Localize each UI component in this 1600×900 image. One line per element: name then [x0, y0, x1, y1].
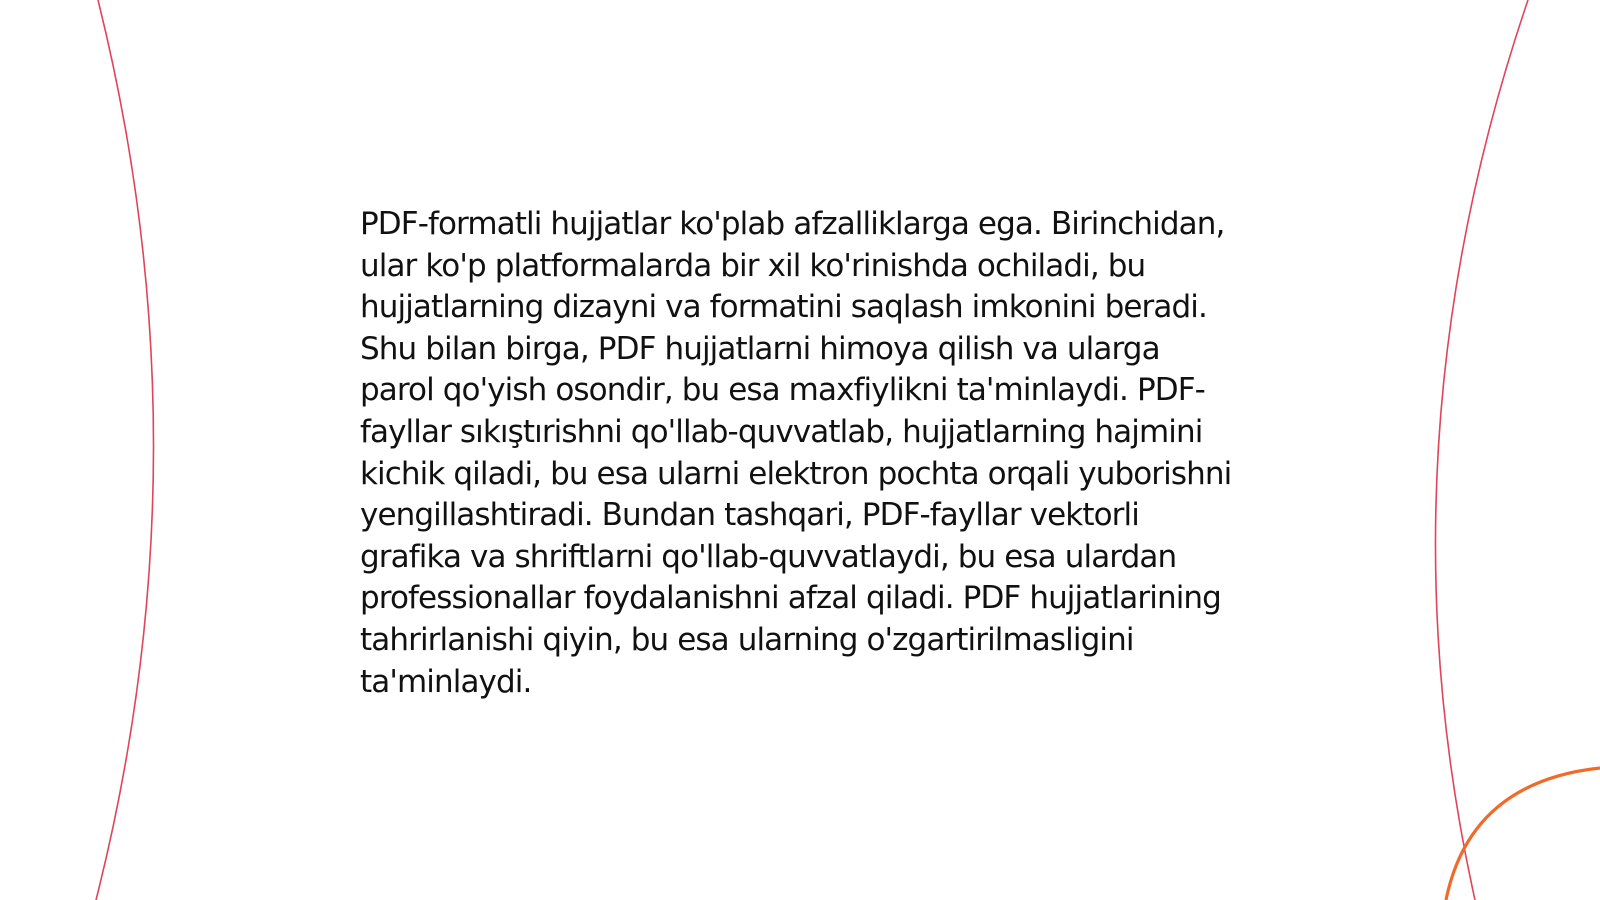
left-arc: [96, 0, 154, 900]
orange-arc: [1446, 768, 1600, 900]
right-arc: [1435, 0, 1528, 900]
body-paragraph: PDF-formatli hujjatlar ko'plab afzalliklarga ega. Birinchidan, ular ko'p platformalarda bir xil ko'rinishda ochiladi, bu hujjatlarning dizayni va formatini saqlash imkonini beradi. Shu bilan birga, PDF hujjatlarni himoya qilish va ularga parol qo'yish osondir, bu esa maxfiylikni ta'minlaydi. PDF-fayllar sıkıştırishni qo'llab-quvvatlab, hujjatlarning hajmini kichik qiladi, bu esa ularni elektron pochta orqali yuborishni yengillashtiradi. Bundan tashqari, PDF-fayllar vektorli grafika va shriftlarni qo'llab-quvvatlaydi, bu esa ulardan professionallar foydalanishni afzal qiladi. PDF hujjatlarining tahrirlanishi qiyin, bu esa ularning o'zgartirilmasligini ta'minlaydi.: [360, 206, 1232, 700]
